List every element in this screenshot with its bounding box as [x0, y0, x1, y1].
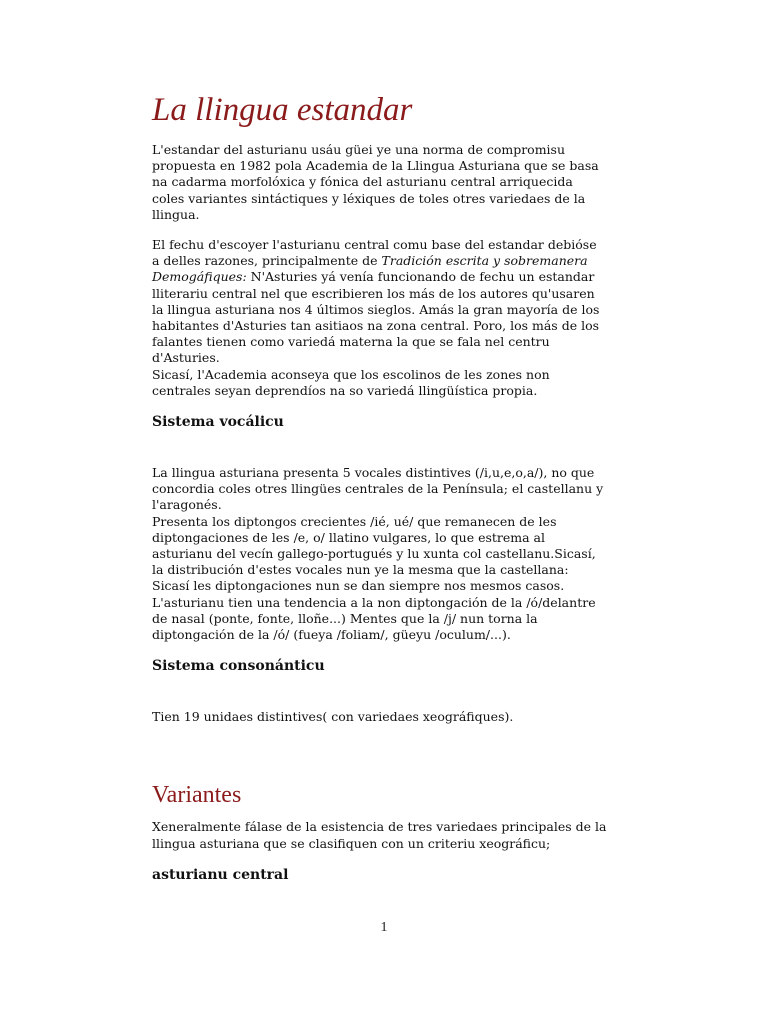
text-line: El fechu d'escoyer l'asturianu central comu base del estandar debióse: [152, 237, 597, 253]
text-line: asturianu del vecín gallego-portugués y lu xunta col castellanu.Sicasí,: [152, 546, 596, 562]
consonantal-system-heading: Sistema consonánticu: [152, 658, 325, 675]
text-line: Sicasí, l'Academia aconseya que los escolinos de les zones non: [152, 366, 550, 382]
text-line: [152, 253, 620, 269]
text-line: coles variantes sintáctiques y léxiques de toles otres variedaes de la: [152, 190, 586, 206]
vocalic-paragraph: [152, 465, 620, 643]
text-line: Sicasí les diptongaciones nun se dan siempre nos mesmos casos.: [152, 578, 565, 594]
text-line: llingua asturiana que se clasifiquen con un criteriu xeográficu;: [152, 835, 551, 851]
text-line: Presenta los diptongos crecientes /ié, ué/ que remanecen de les: [152, 513, 557, 529]
text-line: habitantes d'Asturies tan asitiaos na zona central. Poro, los más de los: [152, 318, 600, 334]
emphasis-text: Tradición escrita y sobremanera: [381, 253, 588, 269]
document-content: [152, 92, 620, 884]
text-line: d'Asturies.: [152, 350, 220, 366]
text-run: N'Asturies yá venía funcionando de fechu un estandar: [246, 269, 595, 285]
consonantal-paragraph: [152, 709, 620, 725]
text-line: concordia coles otres llingües centrales de la Península; el castellanu y: [152, 481, 604, 497]
text-line: L'estandar del asturianu usáu güei ye una norma de compromisu: [152, 142, 566, 157]
vocalic-system-heading: Sistema vocálicu: [152, 414, 284, 431]
text-line: de nasal (ponte, fonte, lloñe...) Mentes que la /j/ nun torna la: [152, 610, 538, 626]
text-line: [152, 269, 620, 285]
intro-paragraph: [152, 142, 620, 223]
text-line: centrales seyan deprendíos na so variedá llingüística propia.: [152, 382, 538, 398]
text-line: la llingua asturiana nos 4 últimos sieglos. Amás la gran mayoría de los: [152, 301, 600, 317]
text-line: propuesta en 1982 pola Academia de la Llingua Asturiana que se basa: [152, 158, 599, 174]
text-line: la distribución d'estes vocales nun ye la mesma que la castellana:: [152, 562, 569, 578]
text-line: l'aragonés.: [152, 497, 222, 513]
text-run: a delles razones, principalmente de: [152, 253, 382, 269]
text-line: lliterariu central nel que escribieren los más de los autores qu'usaren: [152, 285, 595, 301]
text-line: Tien 19 unidaes distintives( con variedaes xeográfiques).: [152, 709, 514, 725]
central-basis-paragraph: [152, 237, 620, 399]
variants-heading: Variantes: [152, 782, 242, 809]
text-line: Xeneralmente fálase de la esistencia de tres variedaes principales de la: [152, 819, 607, 835]
text-line: La llingua asturiana presenta 5 vocales distintives (/i,u,e,o,a/), no que: [152, 465, 595, 481]
text-line: L'asturianu tien una tendencia a la non diptongación de la /ó/delantre: [152, 594, 596, 610]
variants-paragraph: [152, 819, 620, 851]
emphasis-text: Demogáfiques:: [152, 269, 247, 285]
text-line: diptongación de la /ó/ (fueya /foliam/, güeyu /oculum/...).: [152, 627, 511, 643]
text-line: falantes tienen como variedá materna la que se fala nel centru: [152, 334, 550, 350]
page-title: La llingua estandar: [152, 92, 413, 128]
text-line: llingua.: [152, 206, 200, 222]
page-number: 1: [380, 920, 388, 935]
text-line: na cadarma morfolóxica y fónica del asturianu central arriquecida: [152, 174, 573, 190]
central-variant-heading: asturianu central: [152, 866, 289, 883]
text-line: diptongaciones de les /e, o/ llatino vulgares, lo que estrema al: [152, 529, 546, 545]
